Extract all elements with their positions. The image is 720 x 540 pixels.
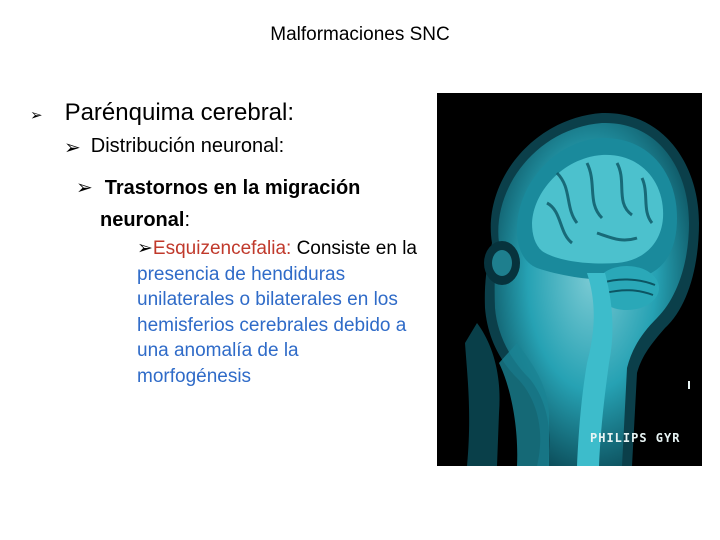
bullet-parenquima [30,99,294,127]
bullet-text: Distribución neuronal: [90,135,285,157]
mri-scan-drawing [437,93,702,466]
definition-highlight: presencia de hendiduras unilaterales o bilaterales en los hemisferios cerebrales debido a una anomalía de la morfogénesis [137,263,407,387]
mri-image [437,93,702,466]
bullet-text: Parénquima cerebral: [64,99,295,126]
slide-title: Malformaciones SNC [270,24,450,45]
bullet-esquizencefalia [137,236,417,389]
definition-text: Consiste en la [291,238,417,259]
bullet-trastornos [76,171,420,236]
term-label: Esquizencefalia: [152,238,292,259]
bullet-colon: : [184,209,191,231]
bullet-arrow-icon: ➢ [137,237,153,259]
bullet-distribucion [64,135,284,159]
bullet-arrow-icon: ➢ [64,135,81,159]
bullet-arrow-icon: ➢ [76,175,93,199]
bullet-arrow-icon: ➢ [30,106,43,124]
mri-overlay-label: PHILIPS GYR [590,431,681,445]
bullet-text: Trastornos en la migración neuronal [100,177,361,231]
